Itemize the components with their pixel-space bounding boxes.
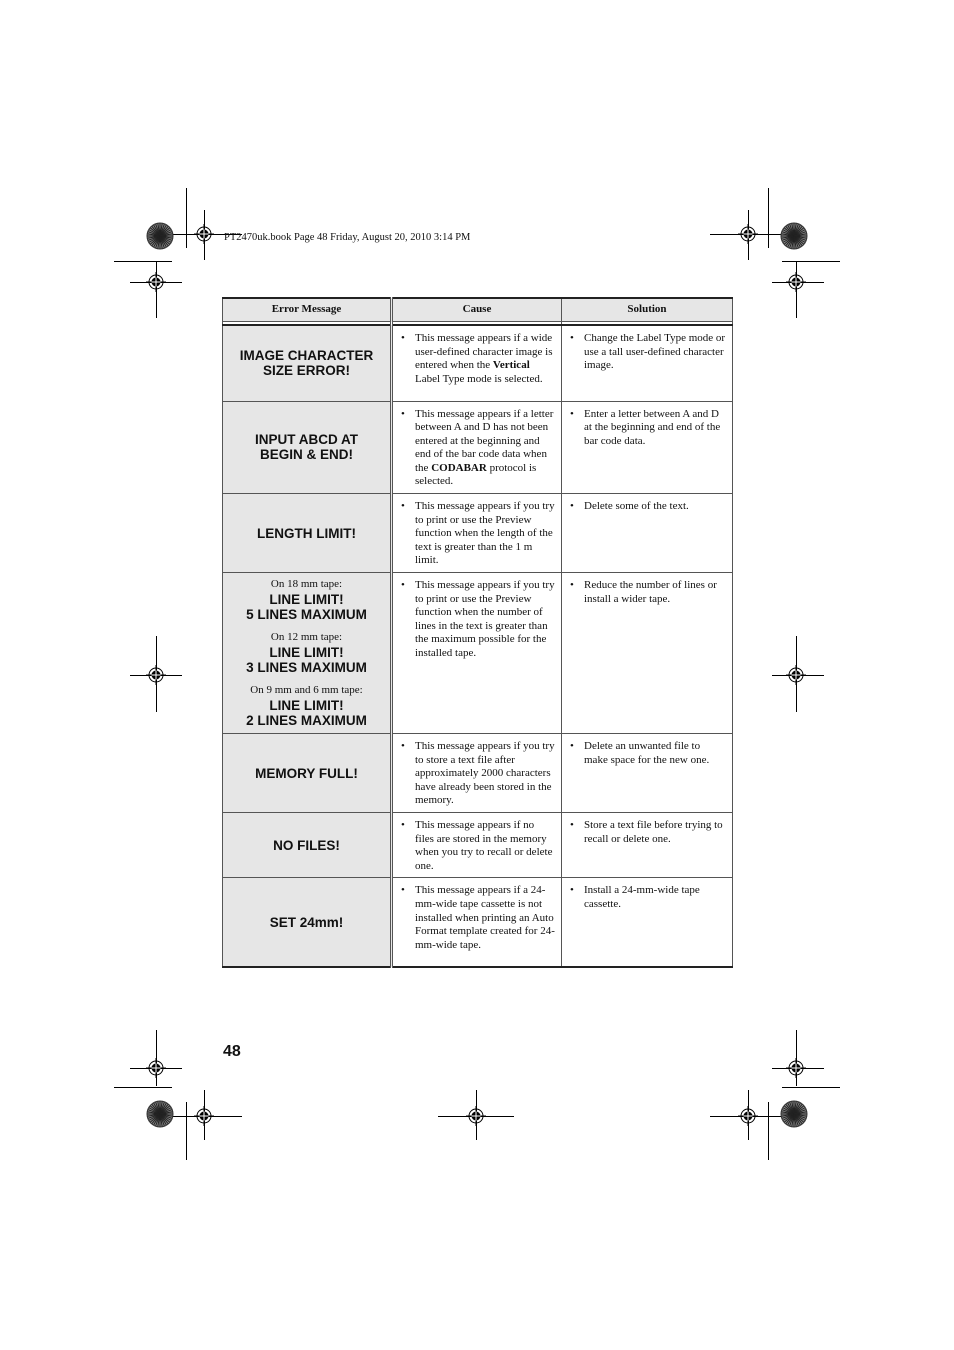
color-rosette-icon [146,1100,174,1128]
error-message-cell [223,573,392,734]
cause-segment: This message appears if a wide user-defined character image is entered when the [415,332,553,372]
table-row [223,734,733,813]
error-message-line: LINE LIMIT! [269,592,344,608]
cause-cell [392,878,562,967]
error-message-line: LINE LIMIT! [269,698,344,714]
bullet-icon: • [570,500,574,513]
cause-cell [392,813,562,878]
table-row [223,325,733,401]
registration-target-icon [738,224,758,244]
cause-segment: This message appears if no files are stored in the memory when you try to recall or delete one. [415,819,553,872]
table-row [223,813,733,878]
solution-text: Delete some of the text. [584,500,689,513]
cause-segment: This message appears if you try to store a text file after approximately 2000 characters have already been stored in the memory. [415,740,555,807]
cause-segment: This message appears if a 24-mm-wide tape cassette is not installed when printing an Auto Format template created for 24-mm-wide tape. [415,884,555,951]
page-number: 48 [223,1043,241,1060]
registration-target-icon [194,1106,214,1126]
registration-target-icon [786,272,806,292]
bullet-icon: • [401,407,405,420]
solution-cell [562,325,733,401]
cause-text [415,579,555,661]
cause-text [415,740,555,808]
bullet-icon: • [401,579,405,592]
solution-text: Change the Label Type mode or use a tall user-defined character image. [584,332,726,372]
error-message-line: LENGTH LIMIT! [257,525,356,541]
table-row [223,878,733,967]
cause-keyword: Vertical [492,359,530,372]
crop-line [186,1102,187,1160]
solution-text: Reduce the number of lines or install a wider tape. [584,579,717,605]
cause-text [415,500,555,568]
error-message-line: LINE LIMIT! [269,645,344,661]
cause-cell [392,734,562,813]
registration-target-icon [738,1106,758,1126]
registration-target-icon [786,1058,806,1078]
error-message-cell [223,401,392,494]
error-message-table [222,297,733,968]
cause-text [415,884,555,952]
error-message-line: 3 LINES MAXIMUM [246,660,367,676]
color-rosette-icon [780,1100,808,1128]
cause-cell [392,401,562,494]
error-message-cell [223,494,392,573]
registration-target-icon [786,665,806,685]
solution-text: Store a text file before trying to recall or delete one. [584,819,723,845]
color-rosette-icon [146,222,174,250]
bullet-icon: • [570,407,574,420]
crop-line [768,188,769,248]
tape-width-note: On 12 mm tape: [270,631,343,644]
cause-text [415,332,555,386]
registration-target-icon [146,272,166,292]
registration-target-icon [466,1106,486,1126]
header-cause: Cause [392,298,562,322]
cause-text [415,408,555,490]
solution-cell [562,494,733,573]
cause-text [415,819,555,873]
cause-segment: protocol is selected. [415,461,537,488]
table-header-row [223,298,733,322]
error-message-line: INPUT ABCD AT [255,432,358,448]
crop-line [782,261,840,262]
error-message-line: MEMORY FULL! [255,765,358,781]
bullet-icon: • [401,819,405,831]
error-message-cell [223,813,392,878]
solution-cell [562,813,733,878]
cause-segment: This message appears if a letter between A and D has not been entered at the beginning and end of the bar code data when the [415,407,554,474]
table-body [223,325,733,967]
crop-line [782,1087,840,1088]
print-header-line: PT2470uk.book Page 48 Friday, August 20, 2010 3:14 PM [224,232,471,243]
bullet-icon: • [570,884,574,897]
tape-width-note: On 9 mm and 6 mm tape: [250,684,363,697]
cause-segment: Label Type mode is selected. [415,372,543,385]
error-message-line: 5 LINES MAXIMUM [246,607,367,623]
error-message-cell [223,325,392,401]
solution-text: Install a 24-mm-wide tape cassette. [584,884,700,910]
bullet-icon: • [570,819,574,831]
tape-width-note: On 18 mm tape: [270,578,343,591]
bullet-icon: • [570,579,574,592]
cause-cell [392,494,562,573]
bullet-icon: • [401,740,405,753]
registration-target-icon [146,1058,166,1078]
solution-cell [562,734,733,813]
color-rosette-icon [780,222,808,250]
error-message-line: SIZE ERROR! [262,363,350,379]
crop-line [114,1087,172,1088]
bullet-icon: • [570,740,574,753]
table-row [223,401,733,494]
bullet-icon: • [401,884,405,897]
crop-line [114,261,172,262]
registration-target-icon [146,665,166,685]
bullet-icon: • [401,500,405,513]
error-message-cell [223,878,392,967]
table-row [223,494,733,573]
error-message-line: NO FILES! [273,837,340,853]
bullet-icon: • [401,332,405,344]
cause-segment: This message appears if you try to print or use the Preview function when the length of the text is greater than the 1 m limit. [415,500,555,567]
crop-line [186,188,187,248]
error-message-line: IMAGE CHARACTER [239,348,374,364]
cause-segment: This message appears if you try to print or use the Preview function when the number of lines in the text is greater than the maximum possible for the installed tape. [415,579,555,659]
solution-cell [562,573,733,734]
table-row [223,573,733,734]
solution-cell [562,401,733,494]
registration-target-icon [194,224,214,244]
solution-cell [562,878,733,967]
bullet-icon: • [570,332,574,344]
cause-cell [392,573,562,734]
error-message-cell [223,734,392,813]
solution-text: Enter a letter between A and D at the beginning and end of the bar code data. [584,407,721,447]
header-error-message: Error Message [223,298,392,322]
error-message-line: BEGIN & END! [259,447,353,463]
header-solution: Solution [562,298,733,322]
error-message-line: SET 24mm! [269,914,344,930]
crop-line [768,1102,769,1160]
cause-cell [392,325,562,401]
cause-keyword: CODABAR [431,461,487,474]
solution-text: Delete an unwanted file to make space for the new one. [584,740,710,766]
error-message-line: 2 LINES MAXIMUM [246,713,367,729]
